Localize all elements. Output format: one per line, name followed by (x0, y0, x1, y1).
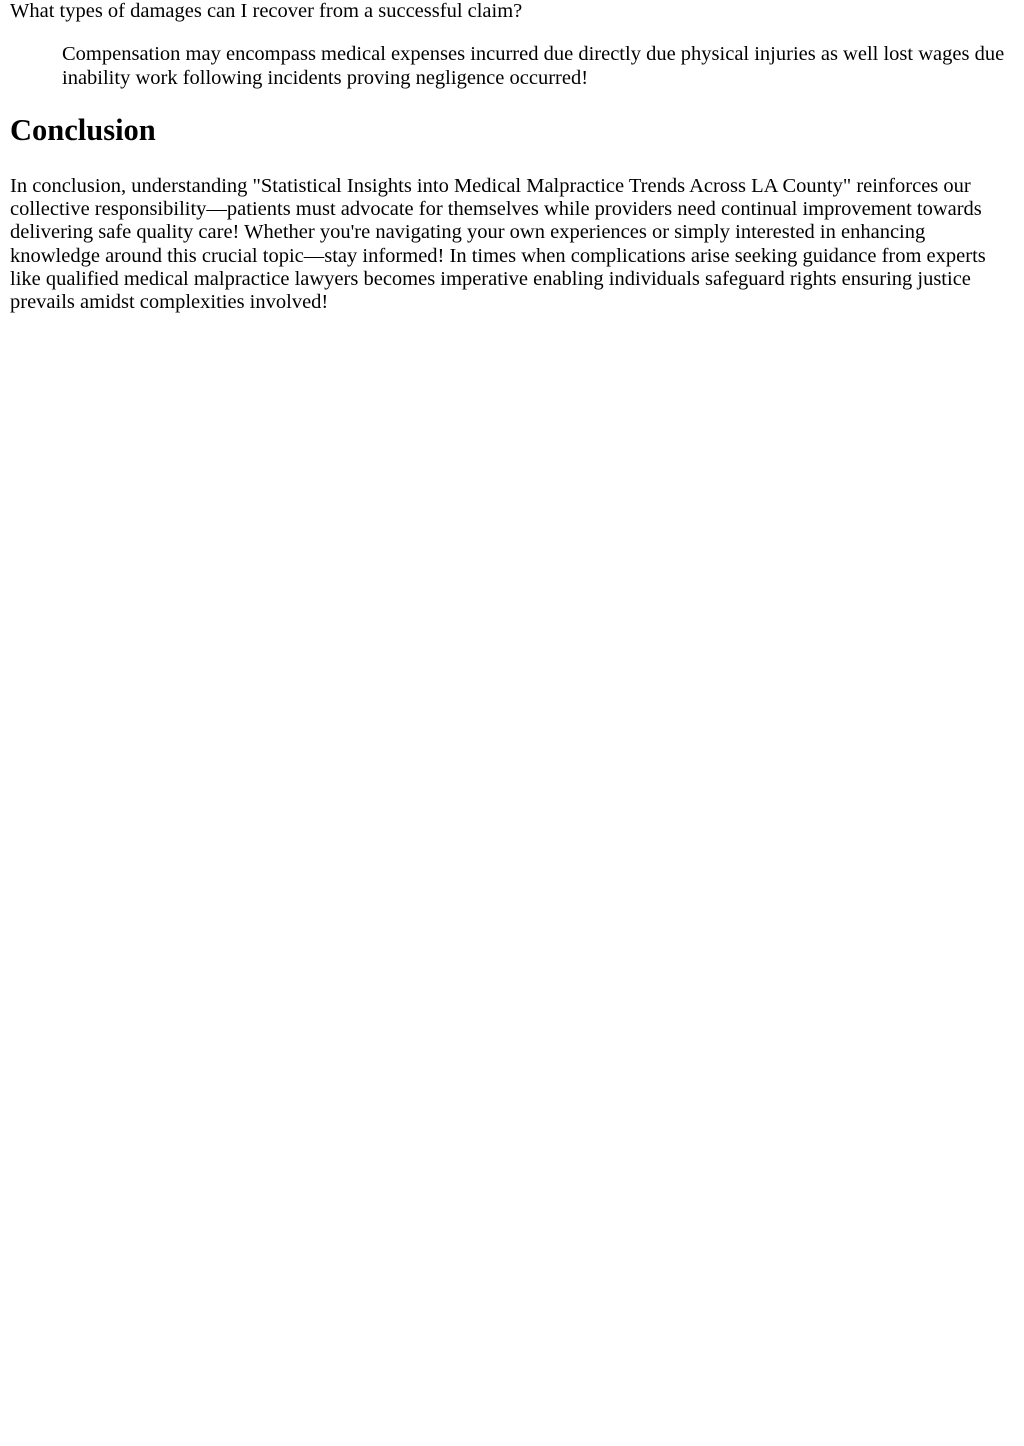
article-body (0, 0, 1024, 315)
conclusion-heading: Conclusion (10, 112, 156, 147)
faq-question: What types of damages can I recover from a successful claim? (10, 0, 523, 22)
conclusion-paragraph: In conclusion, understanding "Statistical Insights into Medical Malpractice Trends Across LA County" reinforces our collective responsibility—patients must advocate for themselves while providers need continual improvement towards delivering safe quality care! Whether you're navigating your own experiences or simply interested in enhancing knowledge around this crucial topic—stay informed! In times when complications arise seeking guidance from experts like qualified medical malpractice lawyers becomes imperative enabling individuals safeguard rights ensuring justice prevails amidst complexities involved! (10, 174, 986, 314)
faq-answer: Compensation may encompass medical expenses incurred due directly due physical injuries as well lost wages due inability work following incidents proving negligence occurred! (62, 43, 1005, 89)
